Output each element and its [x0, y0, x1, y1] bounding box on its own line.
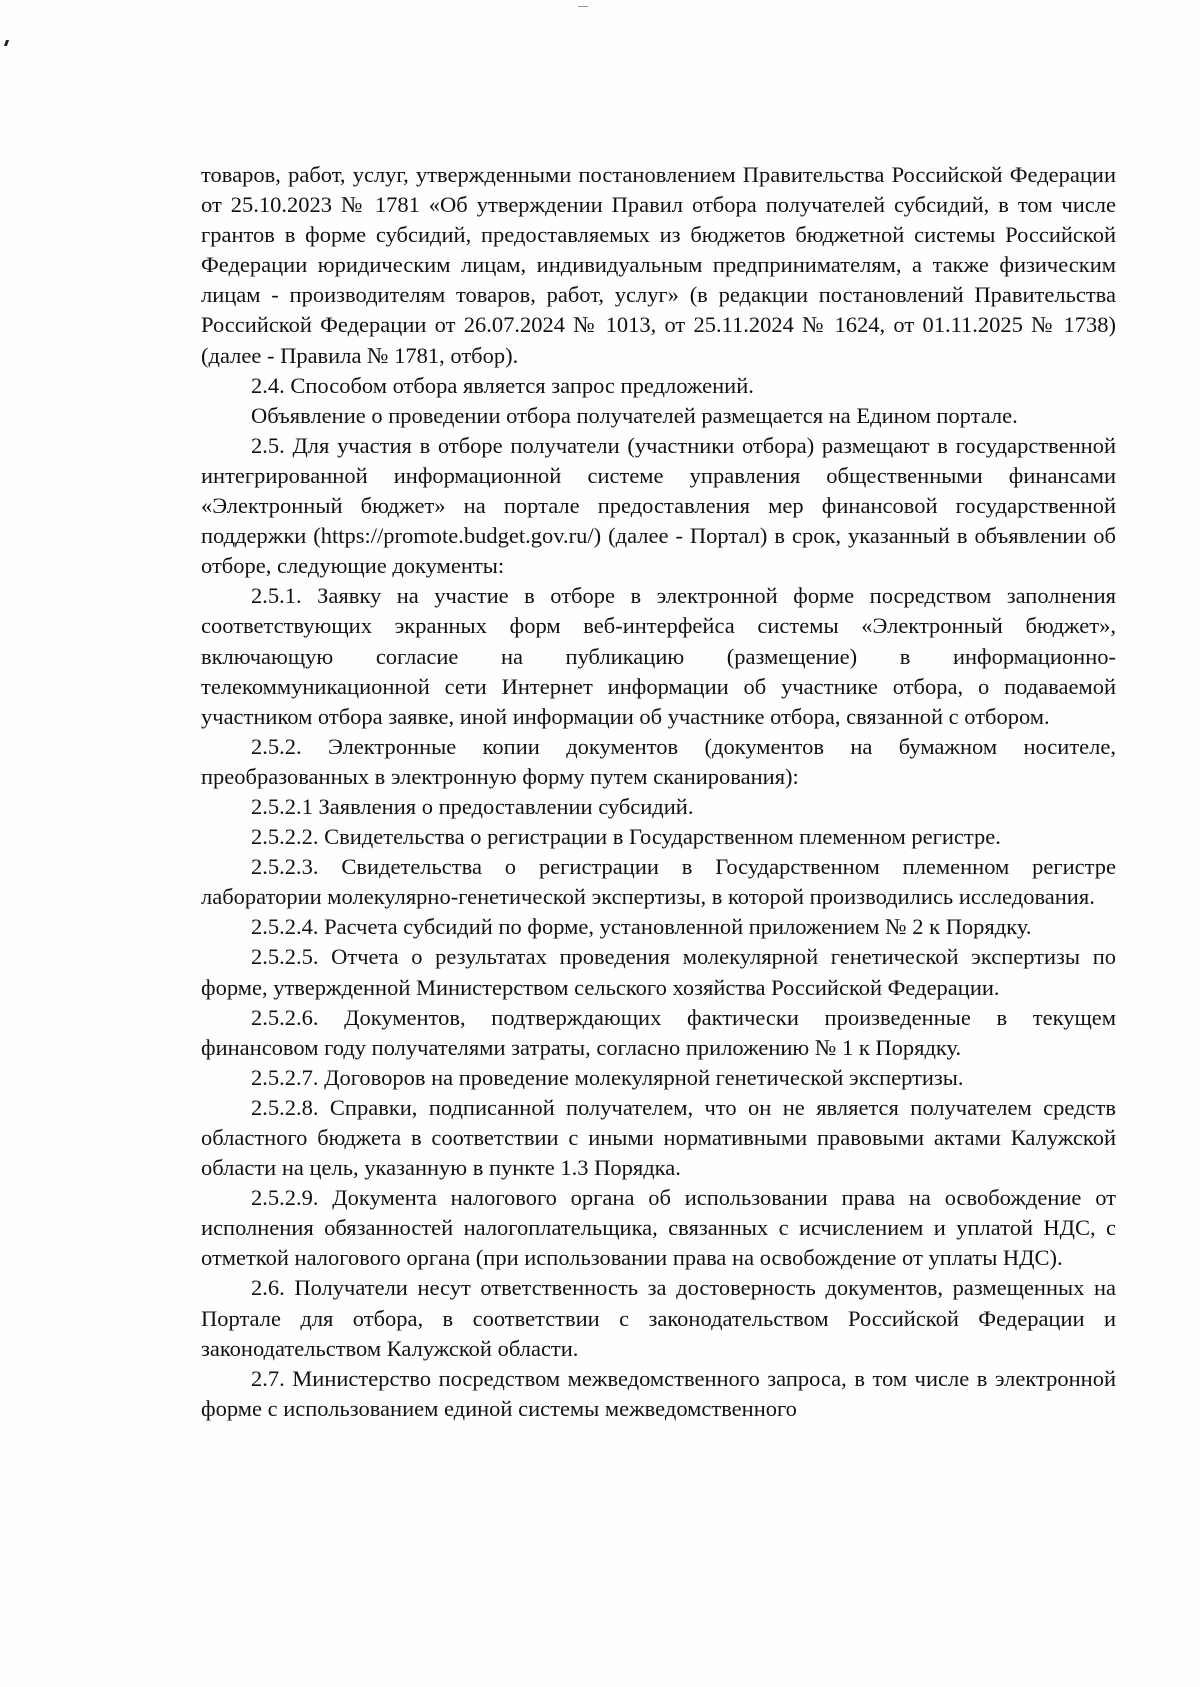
- paragraph-2-5-2: 2.5.2. Электронные копии документов (документов на бумажном носителе, преобразованных в электронную форму путем сканирования):: [201, 733, 1116, 789]
- paragraph-2-5-2-6: 2.5.2.6. Документов, подтверждающих фактически произведенные в текущем финансовом году получателями затраты, согласно приложению № 1 к Порядку.: [201, 1004, 1116, 1060]
- paragraph-2-5-2-3: 2.5.2.3. Свидетельства о регистрации в Государственном племенном регистре лаборатории молекулярно-генетической экспертизы, в которой производились исследования.: [201, 854, 1116, 910]
- paragraph-2-5-2-5: 2.5.2.5. Отчета о результатах проведения молекулярной генетической экспертизы по форме, утвержденной Министерством сельского хозяйства Российской Федерации.: [201, 944, 1116, 1000]
- paragraph-continuation: товаров, работ, услуг, утвержденными постановлением Правительства Российской Федерации от 25.10.2023 № 1781 «Об утверждении Правил отбора получателей субсидий, в том числе грантов в форме субсидий, предоставляемых из бюджетов бюджетной системы Российской Федерации юридическим лицам, индивидуальным предпринимателям, а также физическим лицам - производителям товаров, работ, услуг» (в редакции постановлений Правительства Российской Федерации от 26.07.2024 № 1013, от 25.11.2024 № 1624, от 01.11.2025 № 1738) (далее - Правила № 1781, отбор).: [201, 162, 1116, 368]
- paragraph-2-5-2-7: 2.5.2.7. Договоров на проведение молекулярной генетической экспертизы.: [251, 1064, 964, 1090]
- paragraph-2-4: 2.4. Способом отбора является запрос предложений.: [251, 372, 754, 398]
- paragraph-announcement: Объявление о проведении отбора получателей размещается на Едином портале.: [251, 402, 1018, 428]
- paragraph-2-7: 2.7. Министерство посредством межведомственного запроса, в том числе в электронной форме с использованием единой системы межведомственного: [201, 1365, 1116, 1421]
- paragraph-2-5-2-2: 2.5.2.2. Свидетельства о регистрации в Государственном племенном регистре.: [251, 824, 1001, 850]
- paragraph-2-5-2-8: 2.5.2.8. Справки, подписанной получателем, что он не является получателем средств областного бюджета в соответствии с иными нормативными правовыми актами Калужской области на цель, указанную в пункте 1.3 Порядка.: [201, 1094, 1116, 1181]
- document-body: [201, 160, 1116, 1424]
- scan-artifact: [4, 40, 9, 46]
- paragraph-2-6: 2.6. Получатели несут ответственность за достоверность документов, размещенных на Портале для отбора, в соответствии с законодательством Российской Федерации и законодательством Калужской области.: [201, 1275, 1116, 1361]
- paragraph-2-5-1: 2.5.1. Заявку на участие в отборе в электронной форме посредством заполнения соответствующих экранных форм веб-интерфейса системы «Электронный бюджет», включающую согласие на публикацию (размещение) в информационно-телекоммуникационной сети Интернет информации об участнике отбора, о подаваемой участником отбора заявке, иной информации об участнике отбора, связанной с отбором.: [201, 583, 1116, 729]
- paragraph-2-5-2-9: 2.5.2.9. Документа налогового органа об использовании права на освобождение от исполнения обязанностей налогоплательщика, связанных с исчислением и уплатой НДС, с отметкой налогового органа (при использовании права на освобождение от уплаты НДС).: [201, 1185, 1116, 1271]
- paragraph-2-5-2-1: 2.5.2.1 Заявления о предоставлении субсидий.: [251, 793, 694, 819]
- paragraph-2-5-2-4: 2.5.2.4. Расчета субсидий по форме, установленной приложением № 2 к Порядку.: [251, 914, 1032, 940]
- paragraph-2-5: 2.5. Для участия в отборе получатели (участники отбора) размещают в государственной интегрированной информационной системе управления общественными финансами «Электронный бюджет» на портале предоставления мер финансовой государственной поддержки (https://promote.budget.gov.ru/) (далее - Портал) в срок, указанный в объявлении об отборе, следующие документы:: [201, 432, 1116, 579]
- scan-artifact: [578, 6, 588, 7]
